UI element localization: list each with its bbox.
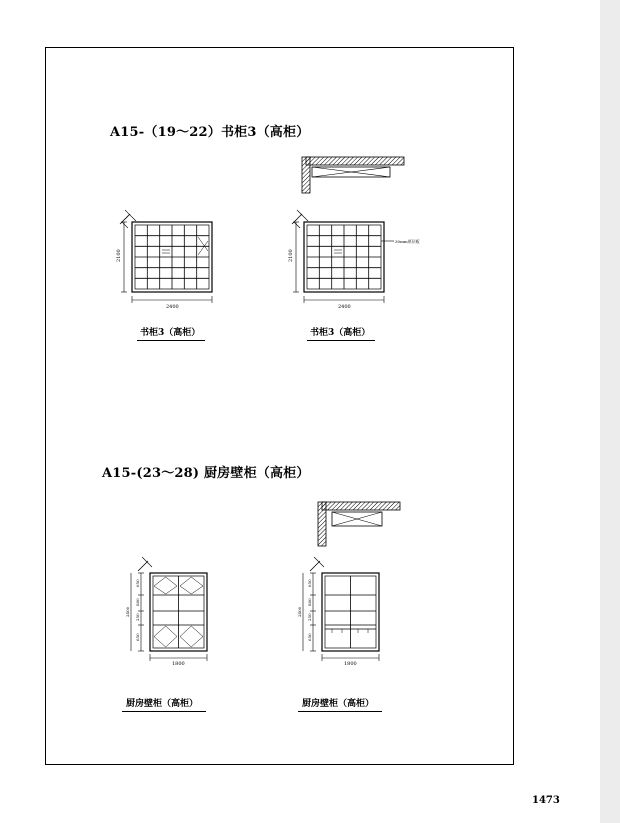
bookcase-right-height-label: 2100 (288, 249, 294, 262)
kitchen-cabinet-elevation-right (294, 555, 394, 670)
bookcase-right-width-label: 2400 (338, 304, 351, 310)
bookcase-elevation-right (282, 208, 422, 308)
shelf-thickness-note: 30mm厚层板 (395, 239, 420, 244)
drawing-sheet-border (45, 47, 514, 765)
kitchen-left-row4-dim: 650 (135, 633, 140, 641)
kitchen-right-row1-dim: 650 (307, 579, 312, 587)
bookcase-left-width-label: 2400 (166, 304, 179, 310)
section2-title: A15-(23～28) 厨房壁柜（高柜） (102, 466, 310, 481)
bookcase-caption-left: 书柜3（高柜） (140, 328, 201, 338)
scrollbar[interactable] (600, 0, 620, 823)
bookcase-wall-plan (300, 155, 410, 195)
kitchen-right-row3-dim: 250 (307, 613, 312, 621)
kitchen-cabinet-elevation-left (122, 555, 222, 670)
kitchen-left-width-label: 1800 (172, 661, 185, 667)
kitchen-left-row1-dim: 650 (135, 579, 140, 587)
caption-underline (298, 711, 382, 712)
kitchen-left-row3-dim: 250 (135, 613, 140, 621)
section1-title: A15-（19～22）书柜3（高柜） (110, 125, 310, 140)
caption-underline (307, 340, 375, 341)
kitchen-right-row2-dim: 880 (307, 598, 312, 606)
bookcase-left-height-label: 2100 (116, 249, 122, 262)
page-number: 1473 (532, 795, 560, 806)
kitchen-left-height-label: 2400 (125, 606, 130, 617)
kitchen-right-height-label: 2400 (297, 606, 302, 617)
caption-underline (122, 711, 206, 712)
kitchen-right-width-label: 1800 (344, 661, 357, 667)
bookcase-elevation-left (110, 208, 220, 308)
kitchen-wall-plan (316, 500, 406, 550)
kitchen-left-row2-dim: 880 (135, 598, 140, 606)
kitchen-caption-right: 厨房壁柜（高柜） (302, 699, 375, 709)
kitchen-caption-left: 厨房壁柜（高柜） (126, 699, 199, 709)
kitchen-right-row4-dim: 650 (307, 633, 312, 641)
caption-underline (137, 340, 205, 341)
bookcase-caption-right: 书柜3（高柜） (310, 328, 371, 338)
